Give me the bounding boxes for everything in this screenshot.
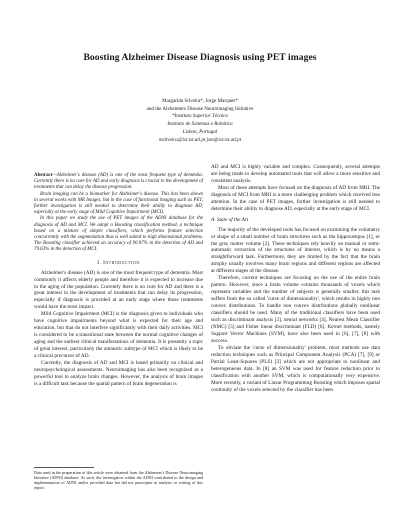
affiliation-institute: *Instituto Superior Técnico: [171, 113, 229, 120]
intro-paragraph-2: Mild Cognitive Impairment (MCI) is the diagnosis given to individuals who have cognitive impairments beyond what is expected for their age and education, but that do not interfere significantly with their daily activities. MCI is considered to be a transitional state between the normal cognitive changes of aging and the earliest clinical manifestations of dementia. It is presently a topic of great interest, particularly the amnestic subtype of MCI which is likely to be a clinical precursor of AD.: [34, 311, 203, 360]
intro-paragraph-1: Alzheimer's disease (AD) is one of the most frequent type of dementia. Most commonly it affects elderly people and therefore it is expected to increase due to the aging of the population. Currently there is no cure for AD and there is a great interest in the development of treatments that can delay its progression, especially if diagnosis is provided at an early stage where those treatments would have the most impact.: [34, 269, 203, 311]
abstract-paragraph-2: Brain imaging can be a biomarker for Alzheimer's disease. This has been shown in several works with MR Images, but in the case of functional imaging such as PET, further investigation is still needed to determine their ability to diagnose AD, especially at the early stage of Mild Cognitive Impairment (MCI).: [34, 191, 203, 216]
right-paragraph-3: Therefore, current techniques are focusing on the use of the entire brain pattern. However, since a brain volume contains thousands of voxels which represent variables and the number of subjects is generally smaller, this task suffers from the so called 'curse of dimensionality', which results in highly non convex distributions. To handle non convex distributions globally nonlinear classifiers should be used. Many of the traditional classifiers have been used such as discriminant analysis [3], neural networks [4], Nearest Mean Classifier (NMC) [5] and Fisher linear discriminant (FLD) [6]. Kernel methods, namely Support Vector Machines (SVM), have also been used in [6], [7], [8] with success.: [211, 275, 380, 344]
author-group: and the Alzheimers Disease Neuroimaging Initiative: [146, 105, 254, 112]
abstract-paragraph-3: In this paper we study the use of PET images of the ADNI database for the diagnosis of AD and MCI. We adopt a Boosting classification method, a technique based on a mixture of simple classifiers, which performs feature selection concurrently with the segmentation thus is well suited to high dimensional problems. The Boosting classifier achieved an accuracy of 90.97% in the detection of AD and 79.63% in the detection of MCI.: [34, 216, 203, 253]
intro-paragraph-3: Currently, the diagnosis of AD and MCI is based primarily on clinical and neuropsychological assessments. Neuroimaging has also been recognized as a powerful tool to analyze brain changes. However, the analysis of brain images is a difficult task because the spatial pattern of brain degeneration is: [34, 359, 203, 387]
right-paragraph-2: The majority of the developed tools has focused on examining the volumetry or shape of a small number of brain structures such as the hippocampus [1], or the gray matter volume [2]. These techniques rely heavily on manual or semi-automatic extraction of the structures of interest, which is by no means a straightforward task. Furthermore, they are limited by the fact that the brain atrophy usually involves many brain regions and different regions are affected at different stages of the disease.: [211, 226, 380, 275]
paper-title: Boosting Alzheimer Disease Diagnosis using PET images: [83, 52, 317, 63]
abstract-label: Abstract: [34, 173, 53, 178]
right-paragraph-4: To obviate the 'curse of dimensionality' problem, most methods use data reduction techniques such as Principal Component Analysis (PCA) [7], [9] or Partial Least-Squares (PLS) [3] which are not appropriate to nonlinear and heterogeneous data. In [8] an SVM was used for feature reduction prior to classification with another SVM, which is computationally very expensive. More recently, a variant of Linear Programming Boosting which imposes spatial continuity of the voxels selected by the classifier has been: [211, 344, 380, 393]
subsection-heading-state-of-the-art: A. State of the Art: [211, 216, 249, 223]
right-column: [211, 164, 380, 394]
left-column: [34, 173, 203, 388]
author-block: [0, 98, 400, 144]
footnote-divider: [34, 467, 94, 468]
abstract-paragraph-1: Abstract—Alzheimer's disease (AD) is one of the most frequent type of dementia. Currently there is no cure for AD and early diagnosis is crucial to the development of treatments that can delay the disease progression.: [34, 173, 203, 191]
footnote: Data used in the preparation of this article were obtained from the Alzheimer's Disease Neuroimaging Initiative (ADNI) database. As such, the investigators within the ADNI contributed to the design and implementation of ADNI and/or provided data but did not participate in analysis or writing of this report.: [34, 470, 203, 491]
right-paragraph-continued: AD and MCI is highly variable and complex. Consequently, several attempts are being made to develop automated tools that will allow a more sensitive and consistent analysis.: [211, 164, 380, 184]
abstract: [34, 173, 203, 254]
affiliation-city: Lisbon, Portugal: [182, 128, 218, 135]
author-emails: msilveira@isr.ist.utl.pt jsm@isr.ist.utl.pt: [158, 136, 242, 143]
author-names: Margarida Silveira*, Jorge Marques*: [162, 98, 238, 104]
right-paragraph-1: Most of these attempts have focused on the diagnosis of AD from MRI. The diagnosis of MCI from MRI is a more challenging problem which received less attention. In the case of PET images, further investigation is still needed to determine their ability to diagnose AD, especially at the early stage of MCI.: [211, 184, 380, 212]
section-heading-introduction: I. Introduction: [97, 259, 140, 266]
affiliation-lab: Instituto de Sistemas e Robótica: [167, 121, 233, 128]
